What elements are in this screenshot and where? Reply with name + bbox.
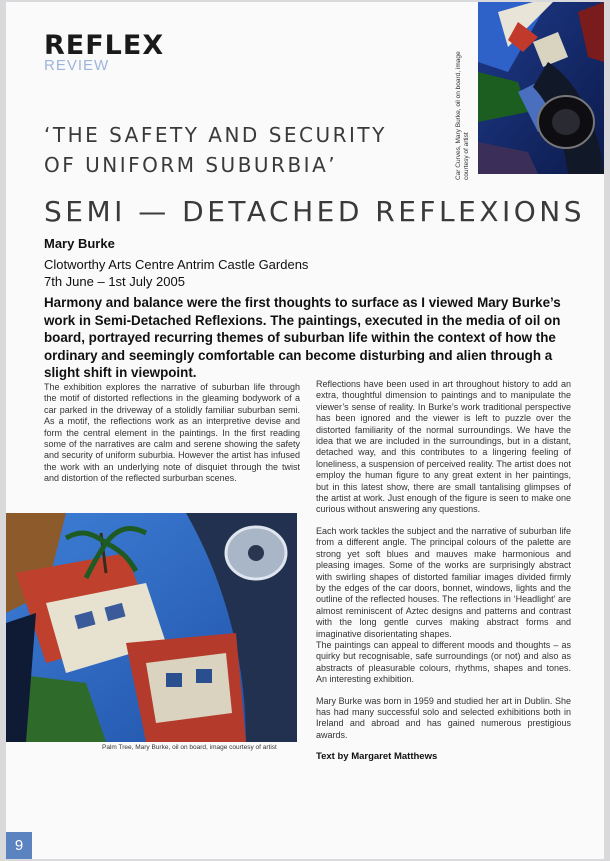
masthead-subtitle: REVIEW <box>44 57 110 74</box>
pull-quote <box>44 120 444 180</box>
masthead-title: REFLEX <box>44 30 165 61</box>
body-paragraph: Reflections have been used in art throughout history to add an extra, thoughtful dimension to paintings and to manipulate the viewer’s sense of reality. In Burke’s work traditional perspective has been ignored and the viewer is left to puzzle over the distorted familiarity of the normal surroundings. We have the idea that we are included in the surroundings, but in a distant, detached way, and this contributes to a lingering feeling of loneliness, a suspension of perceived reality. The artist does not employ the human figure to any great extent in her paintings, but in this latest show, there are small tantalising glimpses of the artist at work. Just enough of the figure is seen to make one curious without answering any questions. <box>316 379 571 515</box>
body-column-right <box>316 379 571 763</box>
main-image-caption: Palm Tree, Mary Burke, oil on board, image courtesy of artist <box>102 744 277 751</box>
exhibition-details <box>44 256 308 290</box>
pull-quote-line: ‘THE SAFETY AND SECURITY <box>44 123 387 147</box>
exhibition-dates: 7th June – 1st July 2005 <box>44 274 185 289</box>
body-paragraph: The paintings can appeal to different moods and thoughts – as quirky but recognisable, safe surroundings (or not) and also as abstracts of pleasurable colours, rhythms, shapes and tones. An interesting exhibition. <box>316 639 571 685</box>
venue: Clotworthy Arts Centre Antrim Castle Gardens <box>44 257 309 272</box>
magazine-page <box>6 2 604 859</box>
body-paragraph: Mary Burke was born in 1959 and studied her art in Dublin. She has had many successful solo and selected exhibitions both in Ireland and abroad and has gained numerous prestigious awards. <box>316 695 571 740</box>
car-curves-painting <box>478 2 604 174</box>
artist-name: Mary Burke <box>44 236 115 251</box>
author-credit: Text by Margaret Matthews <box>316 751 438 763</box>
pull-quote-line: OF UNIFORM SUBURBIA’ <box>44 153 338 177</box>
intro-paragraph: Harmony and balance were the first thoughts to surface as I viewed Mary Burke’s work in Semi-Detached Reflexions. The paintings, executed in the media of oil on board, portrayed recurring themes of suburban life within the context of how the ordinary and seemingly comfortable can become disturbing and alien through a slight shift in viewpoint. <box>44 295 561 380</box>
top-image-caption: Car Curves, Mary Burke, oil on board, image courtesy of artist <box>455 51 470 180</box>
palm-tree-painting <box>6 513 297 742</box>
page-number: 9 <box>6 832 32 859</box>
body-column-left: The exhibition explores the narrative of suburban life through the motif of distorted reflections in the gleaming bodywork of a car parked in the driveway of a stolidly familiar suburban semi. As a motif, the reflections work as an interpretive devise and form the central element in the paintings. In the first reading some of the narratives are calm and serene showing the safety and security of uniform suburbia. However the artist has infused the work with an underlying note of disquiet through the twist and distortion of the reflected surburban scenes. <box>44 382 300 484</box>
article-headline: SEMI — DETACHED REFLEXIONS <box>44 195 586 228</box>
body-paragraph: Each work tackles the subject and the narrative of suburban life from a different angle. The principal colours of the palette are strong yet soft blues and mauves make harmonious and pleasing images. Some of the works are surprisingly abstract with swirling shapes of distorted familiar images divided firmly by the edges of the car doors, bonnet, windows, lights and the outline of the reflected houses. The reflections in ‘Headlight’ are almost reminiscent of Aztec designs and patterns and contrast with the long gentle curves making abstract forms and imaginative disorientating shapes. <box>316 525 571 639</box>
masthead <box>44 32 164 73</box>
